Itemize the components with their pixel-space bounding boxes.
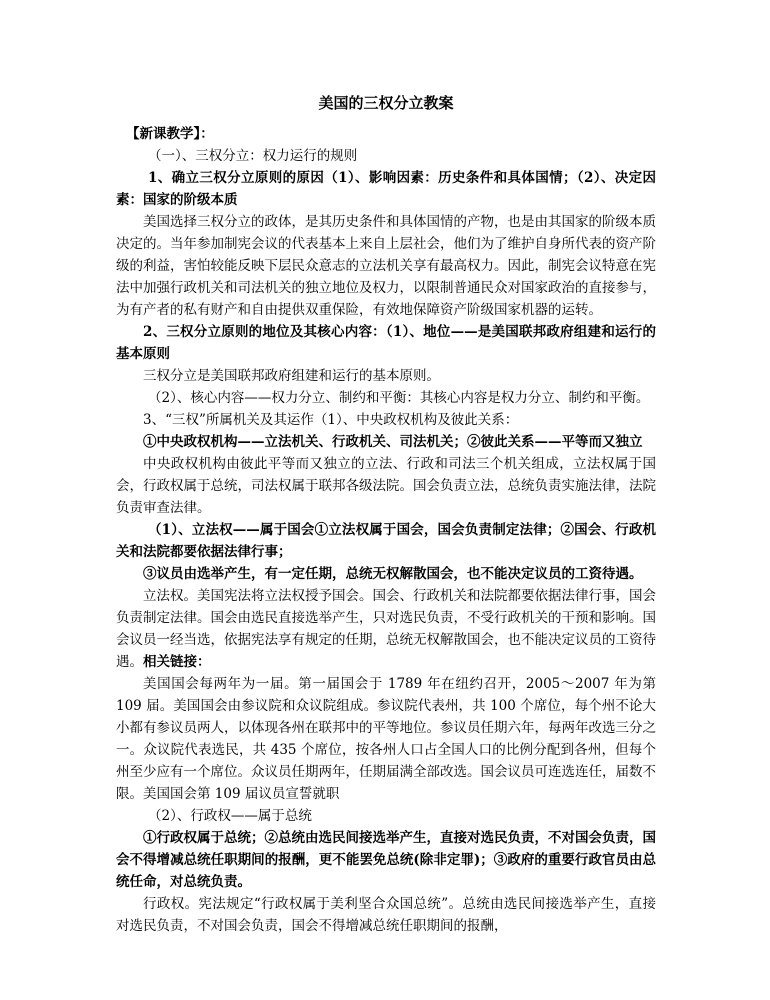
paragraph-10: 中央政权机构由彼此平等而又独立的立法、行政和司法三个机关组成，立法权属于国会，行政权属于总统，司法权属于联邦各级法院。国会负责立法，总统负责实施法律，法院负责审查法律。 (116, 456, 656, 516)
paragraph-5: 2、三权分立原则的地位及其核心内容：（1）、地位——是美国联邦政府组建和运行的基本原则 (116, 324, 656, 362)
paragraph-13 (116, 585, 656, 673)
paragraph-7: （2）、核心内容——权力分立、制约和平衡：其核心内容是权力分立、制约和平衡。 (148, 390, 650, 406)
paragraph-6: 三权分立是美国联邦政府组建和运行的基本原则。 (143, 368, 440, 384)
paragraph-1: 【新课教学】： (126, 126, 214, 142)
paragraph-2: （一）、三权分立：权力运行的规则 (148, 148, 358, 164)
paragraph-4: 美国选择三权分立的政体，是其历史条件和具体国情的产物，也是由其国家的阶级本质决定的。当年参加制宪会议的代表基本上来自上层社会，他们为了维护自身所代表的资产阶级的利益，害怕较能反映下层民众意志的立法机关享有最高权力。因此，制宪会议特意在宪法中加强行政机关和司法机关的独立地位及权力，以限制普通民众对国家政治的直接参与，为有产者的私有财产和自由提供双重保险，有效地保障资产阶级国家机器的运转。 (116, 214, 656, 318)
paragraph-9: ①中央政权机构——立法机关、行政机关、司法机关；②彼此关系——平等而又独立 (143, 434, 643, 450)
paragraph-11: （1）、立法权——属于国会①立法权属于国会，国会负责制定法律；②国会、行政机关和法院都要依据法律行事； (116, 522, 656, 560)
paragraph-15: （2）、行政权——属于总统 (148, 808, 312, 824)
document-body (116, 123, 656, 937)
paragraph-13-text: 立法权。美国宪法将立法权授予国会。国会、行政机关和法院都要依据法律行事，国会负责制定法律。国会由选民直接选举产生，只对选民负责，不受行政机关的干预和影响。国会议员一经当选，依据宪法享有规定的任期，总统无权解散国会，也不能决定议员的工资待遇。 (116, 588, 656, 670)
page-title: 美国的三权分立教案 (318, 94, 454, 112)
paragraph-3: 1、确立三权分立原则的原因（1）、影响因素：历史条件和具体国情；（2）、决定因素：国家的阶级本质 (116, 170, 656, 208)
paragraph-16: ①行政权属于总统；②总统由选民间接选举产生，直接对选民负责，不对国会负责，国会不得增减总统任职期间的报酬，更不能罢免总统(除非定罪)；③政府的重要行政官员由总统任命，对总统负责。 (116, 830, 656, 890)
paragraph-12: ③议员由选举产生，有一定任期，总统无权解散国会，也不能决定议员的工资待遇。 (143, 566, 643, 582)
paragraph-17: 行政权。宪法规定“行政权属于美利坚合众国总统”。总统由选民间接选举产生，直接对选民负责，不对国会负责，国会不得增减总统任职期间的报酬， (116, 896, 656, 934)
paragraph-8: 3、“三权”所属机关及其运作（1）、中央政权机构及彼此关系： (143, 412, 519, 428)
paragraph-14: 美国国会每两年为一届。第一届国会于 1789 年在纽约召开，2005～2007 年为第 109 届。美国国会由参议院和众议院组成。参议院代表州，共 100 个席位，每个州不论大小都有参议员两人，以体现各州在联邦中的平等地位。参议员任期六年，每两年改选三分之一。众议院代表选民，共 435 个席位，按各州人口占全国人口的比例分配到各州，但每个州至少应有一个席位。众议员任期两年，任期届满全部改选。国会议员可连选连任，届数不限。美国国会第 109 届议员宣誓就职 (116, 676, 656, 802)
related-link-label: 相关链接： (143, 654, 211, 670)
